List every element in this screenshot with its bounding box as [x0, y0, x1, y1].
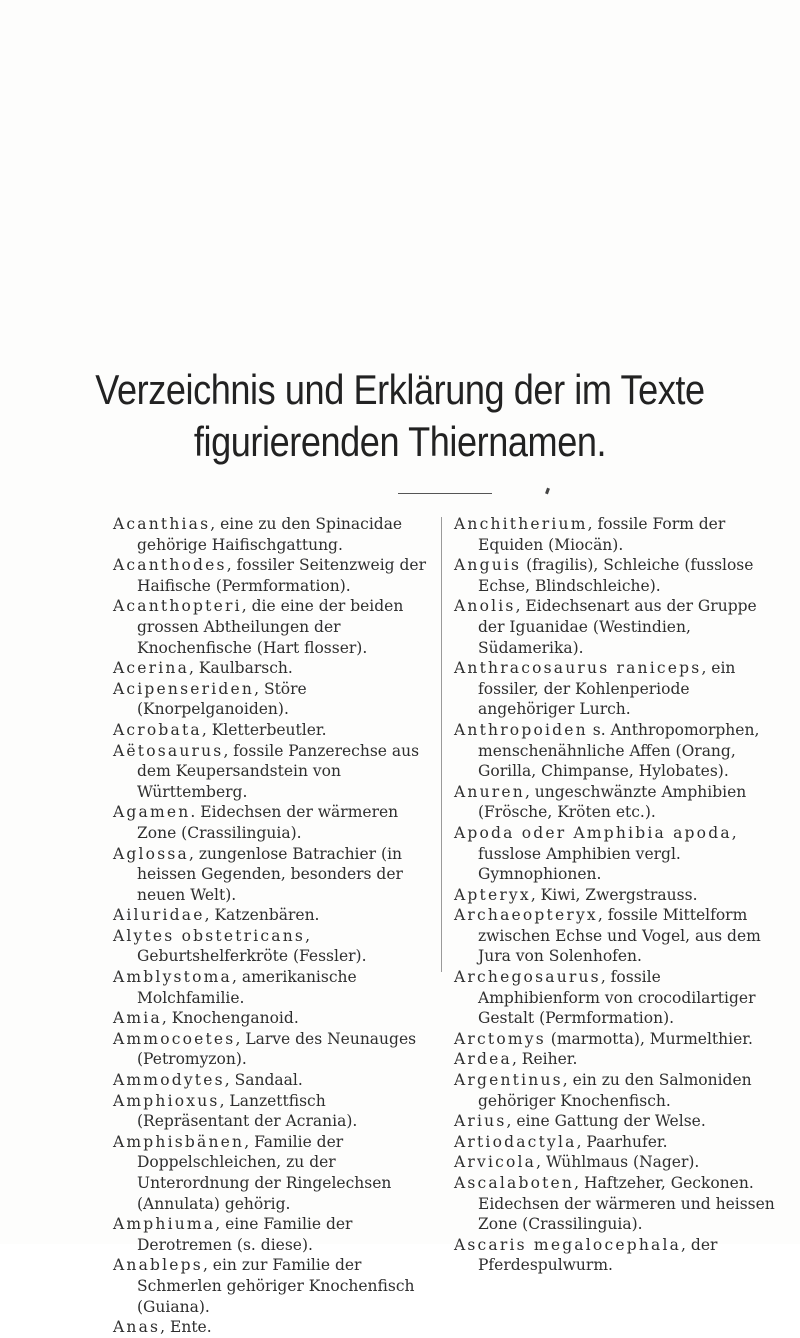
entry-description: , fossile Mittelform zwischen Echse und Vogel, aus dem Jura von Solenhofen.	[478, 906, 761, 966]
entry-term: Acerina	[113, 659, 190, 678]
glossary-entry	[454, 1152, 779, 1173]
glossary-entry	[113, 679, 433, 720]
entry-term: Anuren	[454, 782, 525, 801]
entry-description: , der Pferdespulwurm.	[478, 1235, 718, 1275]
entry-description: , eine Familie der Derotremen (s. diese).	[137, 1215, 353, 1254]
glossary-entry	[113, 1008, 433, 1029]
glossary-entry	[113, 741, 433, 803]
entry-description: , Wühlmaus (Nager).	[536, 1153, 700, 1172]
glossary-entry	[454, 596, 779, 658]
entry-description: , fossile Amphibienform von crocodilartiger Gestalt (Permformation).	[478, 968, 756, 1028]
entry-term: Acanthopteri	[113, 597, 242, 616]
glossary-entry	[454, 658, 779, 720]
glossary-entry	[454, 905, 779, 967]
entry-term: Anguis	[454, 556, 522, 575]
entry-term: Amia	[113, 1009, 162, 1028]
entry-term: Ascaris megalocephala	[454, 1235, 682, 1254]
right-column	[454, 514, 779, 1276]
entry-description: , fossiler Seitenzweig der Haifische (Permformation).	[137, 556, 427, 595]
glossary-entry	[113, 844, 433, 906]
entry-description: , ungeschwänzte Amphibien (Frösche, Kröten etc.).	[478, 782, 747, 822]
entry-description: , Katzenbären.	[204, 906, 320, 925]
entry-description: , Sandaal.	[224, 1071, 303, 1090]
entry-term: Anableps	[113, 1256, 203, 1275]
entry-term: Aëtosaurus	[113, 741, 224, 760]
glossary-entry	[113, 658, 433, 679]
glossary-entry	[454, 1235, 779, 1276]
entry-term: Apoda oder Amphibia apoda	[454, 823, 732, 842]
entry-term: Archaeopteryx	[454, 906, 598, 925]
glossary-entry	[113, 1255, 433, 1317]
glossary-entry	[454, 823, 779, 885]
glossary-entry	[454, 1029, 779, 1050]
entry-term: Ammocoetes	[113, 1029, 236, 1048]
entry-description: , die eine der beiden grossen Abtheilungen der Knochenfische (Hart flosser).	[137, 597, 404, 657]
entry-term: Acanthias	[113, 515, 211, 533]
entry-description: , ein fossiler, der Kohlenperiode angehöriger Lurch.	[478, 659, 736, 719]
glossary-entry	[113, 555, 433, 596]
entry-description: , Kletterbeutler.	[201, 720, 327, 739]
glossary-entry	[113, 905, 433, 926]
entry-description: , Geburtshelferkröte (Fessler).	[137, 926, 367, 966]
entry-term: Anthracosaurus raniceps	[454, 659, 702, 678]
glossary-entry	[454, 514, 779, 555]
entry-term: Amphiuma	[113, 1215, 216, 1234]
glossary-entry	[113, 1091, 433, 1132]
glossary-entry	[454, 1049, 779, 1070]
glossary-entry	[113, 1317, 433, 1338]
entry-term: Anas	[113, 1318, 161, 1337]
entry-description: . Eidechsen der wärmeren Zone (Crassilinguia).	[137, 803, 399, 842]
entry-term: Arctomys	[454, 1029, 546, 1048]
entry-description: , Lanzettfisch (Repräsentant der Acrania).	[137, 1091, 358, 1131]
entry-term: Aglossa	[113, 844, 189, 863]
entry-description: , Haftzeher, Geckonen. Eidechsen der wärmeren und heissen Zone (Crassilinguia).	[478, 1174, 775, 1234]
entry-term: Ascalaboten	[454, 1174, 575, 1192]
rule-ornament	[545, 488, 550, 495]
entry-description: , zungenlose Batrachier (in heissen Gegenden, besonders der neuen Welt).	[137, 844, 403, 904]
glossary-entry	[454, 1111, 779, 1132]
glossary-entry	[454, 782, 779, 823]
glossary-entry	[113, 802, 433, 843]
glossary-entry	[454, 555, 779, 596]
entry-description: , Larve des Neunauges (Petromyzon).	[137, 1029, 417, 1069]
entry-description: , fossile Panzerechse aus dem Keupersandstein von Württemberg.	[137, 741, 420, 801]
entry-term: Anchitherium	[454, 515, 588, 533]
entry-term: Apteryx	[454, 885, 531, 904]
entry-description: (marmotta), Murmelthier.	[545, 1029, 753, 1048]
glossary-entry	[113, 1214, 433, 1255]
title-rule	[398, 493, 492, 494]
glossary-entry	[113, 720, 433, 741]
entry-term: Anthropoiden	[454, 720, 588, 739]
entry-term: Amphisbänen	[113, 1132, 245, 1151]
entry-description: , Paarhufer.	[576, 1132, 668, 1151]
entry-description: , Reiher.	[511, 1050, 578, 1069]
glossary-entry	[454, 1132, 779, 1153]
entry-term: Agamen	[113, 803, 191, 822]
glossary-entry	[113, 926, 433, 967]
entry-term: Amblystoma	[113, 968, 232, 987]
glossary-entry	[454, 1173, 779, 1235]
page-title-line-1: Verzeichnis und Erklärung der im Texte	[95, 366, 705, 413]
column-divider	[441, 517, 442, 972]
entry-description: , Eidechsenart aus der Gruppe der Iguanidae (Westindien, Südamerika).	[478, 597, 757, 657]
entry-term: Alytes obstetricans	[113, 926, 306, 945]
entry-term: Ailuridae	[113, 906, 205, 925]
entry-term: Acanthodes	[113, 556, 227, 575]
left-column	[113, 514, 433, 1338]
entry-description: , Kaulbarsch.	[189, 659, 293, 678]
entry-term: Archegosaurus	[454, 968, 601, 987]
entry-term: Anolis	[454, 597, 516, 616]
glossary-entry	[113, 1029, 433, 1070]
entry-term: Ardea	[454, 1050, 512, 1069]
entry-description: , Störe (Knorpelganoiden).	[137, 679, 307, 719]
entry-term: Acipenseriden	[113, 679, 255, 698]
entry-term: Artiodactyla	[454, 1132, 577, 1151]
glossary-entry	[113, 967, 433, 1008]
entry-description: , Ente.	[160, 1318, 212, 1337]
entry-description: , Kiwi, Zwergstrauss.	[530, 885, 698, 904]
glossary-entry	[454, 967, 779, 1029]
glossary-entry	[454, 885, 779, 906]
page-title-line-2: figurierenden Thiernamen.	[193, 418, 607, 465]
glossary-entry	[454, 720, 779, 782]
entry-term: Argentinus	[454, 1071, 563, 1090]
entry-description: , fusslose Amphibien vergl. Gymnophionen.	[478, 823, 737, 884]
glossary-entry	[113, 596, 433, 658]
entry-description: , Familie der Doppelschleichen, zu der Unterordnung der Ringelechsen (Annulata) gehörig.	[137, 1132, 392, 1213]
entry-term: Acrobata	[113, 720, 202, 739]
glossary-entry	[113, 514, 433, 555]
entry-description: s. Anthropomorphen, menschenähnliche Affen (Orang, Gorilla, Chimpanse, Hylobates).	[478, 720, 760, 781]
entry-term: Arvicola	[454, 1153, 537, 1172]
entry-description: (fragilis), Schleiche (fusslose Echse, Blindschleiche).	[478, 556, 754, 595]
glossary-entry	[454, 1070, 779, 1111]
entry-description: , ein zu den Salmoniden gehöriger Knochenfisch.	[478, 1071, 752, 1110]
entry-description: , eine Gattung der Welse.	[506, 1112, 706, 1131]
entry-description: , amerikanische Molchfamilie.	[137, 968, 357, 1007]
entry-description: , eine zu den Spinacidae gehörige Haifischgattung.	[137, 515, 403, 554]
entry-description: , Knochenganoid.	[161, 1009, 299, 1028]
entry-description: , ein zur Familie der Schmerlen gehöriger Knochenfisch (Guiana).	[137, 1256, 415, 1316]
glossary-entry	[113, 1132, 433, 1214]
glossary-entry	[113, 1070, 433, 1091]
entry-term: Arius	[454, 1112, 507, 1131]
entry-description: , fossile Form der Equiden (Miocän).	[478, 515, 726, 554]
entry-term: Ammodytes	[113, 1071, 225, 1090]
entry-term: Amphioxus	[113, 1091, 220, 1110]
